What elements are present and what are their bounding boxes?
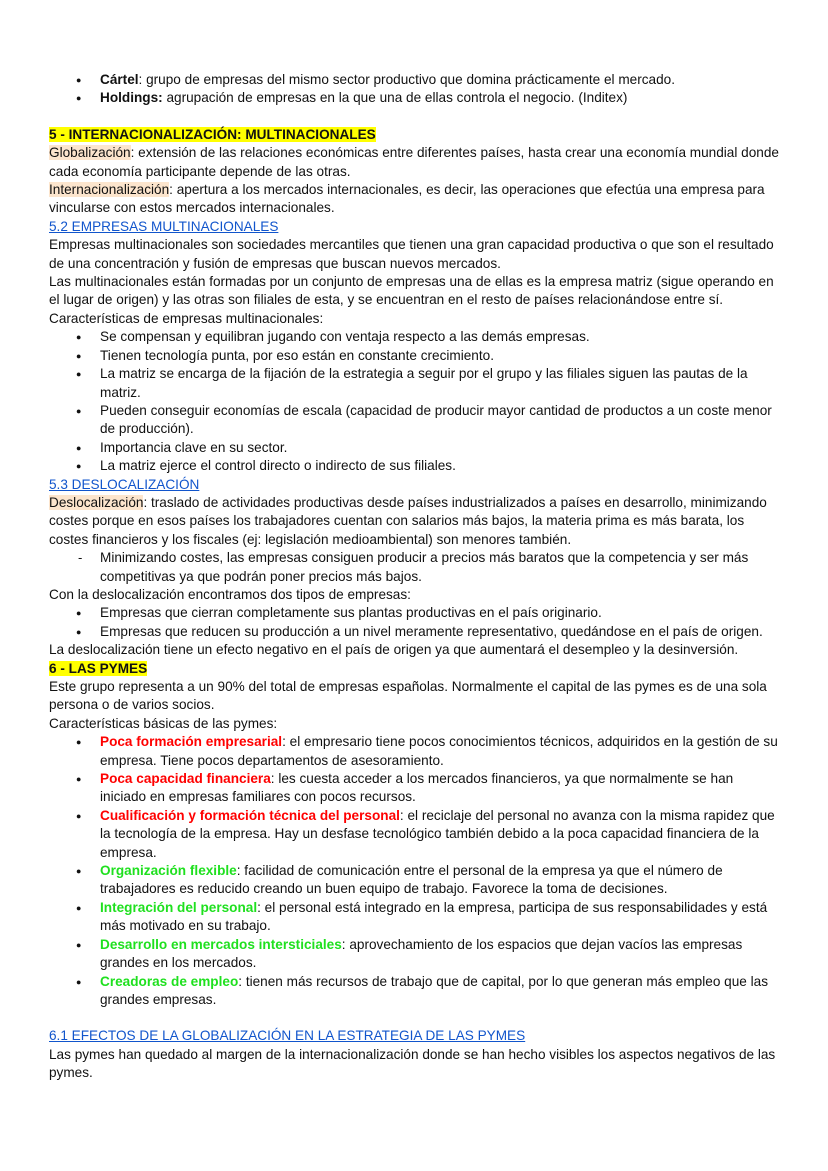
paragraph: Este grupo representa a un 90% del total de empresas españolas. Normalmente el capital de las pymes es de una sola persona o de varios socios. bbox=[49, 679, 767, 713]
section-heading-5: 5 - INTERNACIONALIZACIÓN: MULTINACIONALES bbox=[49, 126, 376, 142]
list-item: - Minimizando costes, las empresas consiguen producir a precios más baratos que la competencia y ser más competitivas ya que podrán poner precios más bajos. bbox=[49, 549, 779, 586]
list-item bbox=[49, 936, 779, 973]
list-item: ● La matriz se encarga de la fijación de la estrategia a seguir por el grupo y las filiales siguen las pautas de la matriz. bbox=[49, 365, 779, 402]
definition: : traslado de actividades productivas desde países industrializados a países en desarrollo, minimizando costes porque en esos países los trabajadores cuentan con salarios más bajos, la materia prima es más barata, los costes financieros y los fiscales (ej: legislación medioambiental) son menores también. bbox=[49, 494, 767, 547]
term: Globalización bbox=[49, 145, 131, 161]
list-item: ● Importancia clave en su sector. bbox=[49, 439, 779, 457]
relocation-list bbox=[49, 604, 779, 641]
list-item bbox=[49, 71, 779, 89]
paragraph bbox=[49, 144, 779, 181]
list-item bbox=[49, 862, 779, 899]
term: Cualificación y formación técnica del personal bbox=[100, 807, 400, 823]
definition: : extensión de las relaciones económicas entre diferentes países, hasta crear una economía mundial donde cada economía participante depende de las otras. bbox=[49, 145, 779, 179]
dash-list bbox=[49, 549, 779, 586]
paragraph: Empresas multinacionales son sociedades mercantiles que tienen una gran capacidad productiva o que son el resultado de una concentración y fusión de empresas que buscan nuevos mercados. bbox=[49, 237, 774, 271]
paragraph: Con la deslocalización encontramos dos tipos de empresas: bbox=[49, 586, 411, 602]
section-heading-6-1[interactable]: 6.1 EFECTOS DE LA GLOBALIZACIÓN EN LA ESTRATEGIA DE LAS PYMES bbox=[49, 1028, 526, 1044]
definition: agrupación de empresas en la que una de ellas controla el negocio. (Inditex) bbox=[162, 90, 628, 106]
term: Organización flexible bbox=[100, 863, 237, 879]
paragraph: Las pymes han quedado al margen de la internacionalización donde se han hecho visibles los aspectos negativos de las pymes. bbox=[49, 1046, 776, 1081]
list-item bbox=[49, 89, 779, 107]
paragraph bbox=[49, 494, 779, 549]
term: Creadoras de empleo bbox=[100, 973, 239, 989]
list-item bbox=[49, 770, 779, 807]
term: Poca formación empresarial bbox=[100, 734, 283, 750]
pymes-list bbox=[49, 733, 779, 1009]
paragraph: La deslocalización tiene un efecto negativo en el país de origen ya que aumentará el desempleo y la desinversión. bbox=[49, 642, 739, 658]
term: Desarrollo en mercados intersticiales bbox=[100, 936, 342, 952]
term: Poca capacidad financiera bbox=[100, 771, 271, 787]
term: Cártel bbox=[100, 72, 139, 87]
intro-list bbox=[49, 71, 779, 108]
multinational-list bbox=[49, 328, 779, 475]
list-item bbox=[49, 733, 779, 770]
list-item: ● Se compensan y equilibran jugando con ventaja respecto a las demás empresas. bbox=[49, 328, 779, 346]
list-item: ● Pueden conseguir economías de escala (capacidad de producir mayor cantidad de productos a un coste menor de producción). bbox=[49, 402, 779, 439]
definition: : facilidad de comunicación entre el personal de la empresa ya que el número de trabajadores es reducido creando un buen equipo de trabajo. Favorece la toma de decisiones. bbox=[100, 863, 723, 897]
definition: : grupo de empresas del mismo sector productivo que domina prácticamente el mercado. bbox=[138, 72, 675, 87]
definition: : el reciclaje del personal no avanza con la misma rapidez que la tecnología de la empresa. Hay un desfase tecnológico también debido a la poca capacidad financiera de la empresa. bbox=[100, 807, 775, 860]
term: Internacionalización bbox=[49, 182, 170, 198]
section-heading-6: 6 - LAS PYMES bbox=[49, 660, 148, 676]
section-heading-5-2[interactable]: 5.2 EMPRESAS MULTINACIONALES bbox=[49, 218, 279, 234]
definition: : aprovechamiento de los espacios que dejan vacíos las empresas grandes en los mercados. bbox=[100, 936, 743, 971]
list-item bbox=[49, 973, 779, 1010]
paragraph: Las multinacionales están formadas por un conjunto de empresas una de ellas es la empresa matriz (sigue operando en el lugar de origen) y las otras son filiales de esta, y se encuentran en el resto de países relacionándose entre sí. bbox=[49, 274, 774, 308]
list-item: ● La matriz ejerce el control directo o indirecto de sus filiales. bbox=[49, 457, 779, 475]
definition: : les cuesta acceder a los mercados financieros, ya que normalmente se han iniciado en empresas familiares con pocos recursos. bbox=[100, 771, 734, 805]
list-item: ● Empresas que reducen su producción a un nivel meramente representativo, quedándose en el país de origen. bbox=[49, 623, 779, 641]
definition: : el empresario tiene pocos conocimientos técnicos, adquiridos en la gestión de su empresa. Tiene pocos departamentos de asesoramiento. bbox=[100, 734, 778, 768]
term: Deslocalización bbox=[49, 494, 144, 510]
section-heading-5-3[interactable]: 5.3 DESLOCALIZACIÓN bbox=[49, 476, 200, 492]
term: Holdings: bbox=[100, 90, 163, 106]
document-page bbox=[49, 71, 779, 1083]
definition: : tienen más recursos de trabajo que de capital, por lo que generan más empleo que las grandes empresas. bbox=[100, 973, 768, 1007]
list-item bbox=[49, 899, 779, 936]
definition: : apertura a los mercados internacionales, es decir, las operaciones que efectúa una empresa para vincularse con estos mercados internacionales. bbox=[49, 182, 765, 216]
paragraph bbox=[49, 181, 779, 218]
paragraph: Características de empresas multinacionales: bbox=[49, 310, 324, 326]
paragraph: Características básicas de las pymes: bbox=[49, 715, 278, 731]
list-item: ● Empresas que cierran completamente sus plantas productivas en el país originario. bbox=[49, 604, 779, 622]
list-item bbox=[49, 807, 779, 862]
definition: : el personal está integrado en la empresa, participa de sus responsabilidades y está más motivado en su trabajo. bbox=[100, 899, 768, 934]
list-item: ● Tienen tecnología punta, por eso están en constante crecimiento. bbox=[49, 347, 779, 365]
term: Integración del personal bbox=[100, 899, 258, 915]
